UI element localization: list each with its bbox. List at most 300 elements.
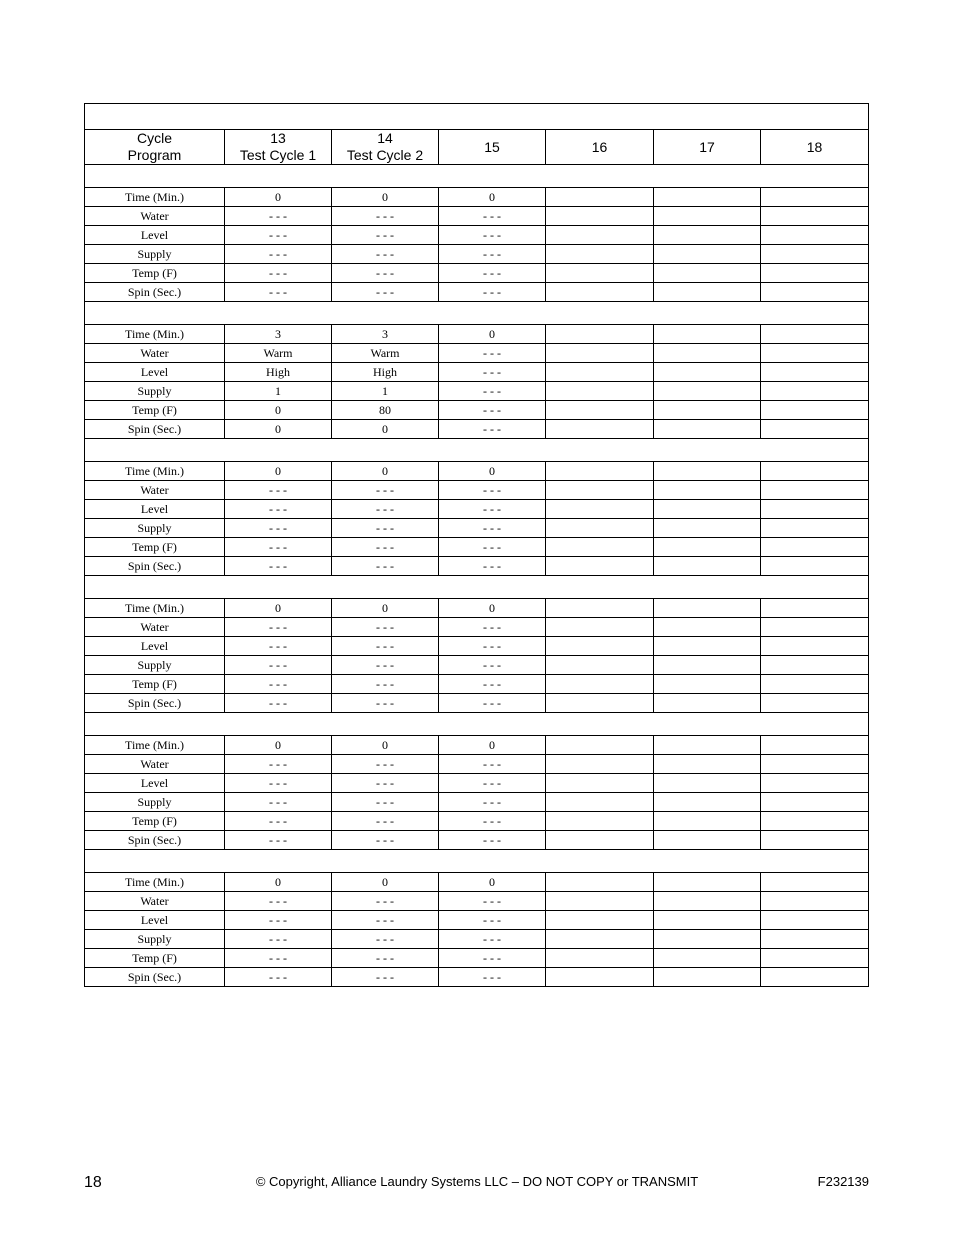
table-row (85, 264, 869, 283)
row-label: Time (Min.) (85, 736, 225, 755)
row-value (761, 401, 869, 420)
row-label: Water (85, 207, 225, 226)
row-value: - - - (332, 774, 439, 793)
row-value (546, 892, 654, 911)
row-label: Spin (Sec.) (85, 420, 225, 439)
row-value (654, 557, 761, 576)
row-value: - - - (225, 264, 332, 283)
row-value (654, 363, 761, 382)
row-value (761, 245, 869, 264)
row-label: Time (Min.) (85, 188, 225, 207)
row-value: 3 (332, 325, 439, 344)
row-value (654, 831, 761, 850)
table-row (85, 344, 869, 363)
row-label: Temp (F) (85, 401, 225, 420)
row-value: - - - (439, 363, 546, 382)
row-value: 0 (439, 599, 546, 618)
row-value: 3 (225, 325, 332, 344)
row-value: - - - (439, 245, 546, 264)
row-value: - - - (225, 519, 332, 538)
row-label: Supply (85, 382, 225, 401)
table-row (85, 892, 869, 911)
table-header-row (85, 130, 869, 165)
table-row (85, 462, 869, 481)
row-value (546, 873, 654, 892)
row-value: - - - (439, 911, 546, 930)
table-row (85, 557, 869, 576)
row-value: - - - (439, 637, 546, 656)
row-value: - - - (439, 755, 546, 774)
row-value (546, 637, 654, 656)
row-label: Time (Min.) (85, 462, 225, 481)
table-row (85, 618, 869, 637)
table-row (85, 949, 869, 968)
row-value (761, 557, 869, 576)
row-value (654, 226, 761, 245)
row-value: - - - (225, 656, 332, 675)
row-value (546, 793, 654, 812)
header-line: Program (127, 147, 182, 163)
row-value (761, 226, 869, 245)
row-value (654, 325, 761, 344)
row-value: - - - (439, 831, 546, 850)
table-row (85, 245, 869, 264)
header-line: Cycle (136, 130, 172, 146)
row-value (654, 599, 761, 618)
row-value (761, 637, 869, 656)
row-value (654, 812, 761, 831)
row-value: 0 (439, 188, 546, 207)
table-row (85, 637, 869, 656)
table-row (85, 420, 869, 439)
row-value (761, 599, 869, 618)
row-value: - - - (225, 831, 332, 850)
row-value (654, 207, 761, 226)
row-value: 0 (332, 420, 439, 439)
row-label: Water (85, 344, 225, 363)
row-value: - - - (439, 382, 546, 401)
row-value (654, 264, 761, 283)
row-value: 0 (332, 873, 439, 892)
table-row (85, 599, 869, 618)
row-value (654, 344, 761, 363)
row-value (546, 831, 654, 850)
row-label: Supply (85, 656, 225, 675)
row-value: - - - (439, 264, 546, 283)
row-value: - - - (332, 264, 439, 283)
row-value: - - - (225, 245, 332, 264)
row-value: - - - (439, 420, 546, 439)
row-value: - - - (439, 812, 546, 831)
header-line: 18 (806, 138, 823, 155)
row-label: Temp (F) (85, 675, 225, 694)
row-value: 0 (225, 462, 332, 481)
row-value: Warm (225, 344, 332, 363)
row-value: - - - (439, 500, 546, 519)
row-value: - - - (332, 793, 439, 812)
header-column-0 (225, 130, 332, 165)
row-value: - - - (225, 930, 332, 949)
row-value: - - - (332, 694, 439, 713)
row-value (761, 325, 869, 344)
row-value: - - - (225, 892, 332, 911)
row-value: - - - (225, 557, 332, 576)
row-label: Supply (85, 793, 225, 812)
row-label: Time (Min.) (85, 873, 225, 892)
row-value: - - - (439, 481, 546, 500)
row-value (761, 538, 869, 557)
row-value: - - - (332, 519, 439, 538)
row-label: Level (85, 226, 225, 245)
row-value (654, 675, 761, 694)
section-header-row (85, 302, 869, 325)
table-row (85, 793, 869, 812)
row-value (546, 968, 654, 987)
table-title-row (85, 104, 869, 130)
row-value (761, 618, 869, 637)
row-value: - - - (332, 245, 439, 264)
row-label: Supply (85, 519, 225, 538)
row-value: - - - (225, 968, 332, 987)
row-value (761, 344, 869, 363)
row-value (654, 420, 761, 439)
row-value: High (225, 363, 332, 382)
row-value: 0 (439, 462, 546, 481)
row-value (654, 382, 761, 401)
row-value (761, 812, 869, 831)
row-value (546, 344, 654, 363)
row-value: - - - (332, 500, 439, 519)
row-value (546, 481, 654, 500)
row-value (761, 873, 869, 892)
row-value (761, 481, 869, 500)
row-label: Spin (Sec.) (85, 557, 225, 576)
table-row (85, 755, 869, 774)
header-line: 16 (591, 138, 608, 155)
row-value: - - - (225, 755, 332, 774)
row-value (761, 264, 869, 283)
row-value: - - - (439, 968, 546, 987)
row-value (654, 500, 761, 519)
row-value (546, 226, 654, 245)
row-value (761, 930, 869, 949)
section-header-row (85, 165, 869, 188)
header-cycle-program (85, 130, 225, 165)
row-value: - - - (439, 207, 546, 226)
row-value (654, 793, 761, 812)
section-header-row (85, 850, 869, 873)
row-label: Level (85, 774, 225, 793)
row-value (761, 694, 869, 713)
row-value (546, 599, 654, 618)
row-value (761, 519, 869, 538)
header-line: Test Cycle 2 (346, 147, 424, 163)
row-value (761, 911, 869, 930)
row-value (761, 755, 869, 774)
section-header-cell (85, 713, 869, 736)
row-label: Water (85, 618, 225, 637)
table-row (85, 207, 869, 226)
table-row (85, 401, 869, 420)
row-value: - - - (225, 637, 332, 656)
header-column-4 (654, 130, 761, 165)
row-value: - - - (225, 207, 332, 226)
row-value (761, 420, 869, 439)
row-label: Spin (Sec.) (85, 283, 225, 302)
row-value: - - - (332, 892, 439, 911)
row-value: - - - (439, 618, 546, 637)
row-value: - - - (332, 207, 439, 226)
row-value: 0 (225, 599, 332, 618)
row-value: - - - (225, 226, 332, 245)
header-line: Test Cycle 1 (239, 147, 317, 163)
row-value: - - - (332, 812, 439, 831)
row-value: - - - (225, 911, 332, 930)
row-label: Supply (85, 930, 225, 949)
row-value: - - - (439, 557, 546, 576)
row-value (546, 538, 654, 557)
row-value: - - - (332, 557, 439, 576)
row-value (546, 401, 654, 420)
row-value: 0 (225, 873, 332, 892)
row-value (654, 774, 761, 793)
row-label: Water (85, 892, 225, 911)
row-label: Level (85, 363, 225, 382)
row-value (546, 694, 654, 713)
row-value (654, 892, 761, 911)
table-row (85, 968, 869, 987)
row-value: High (332, 363, 439, 382)
row-value (546, 363, 654, 382)
row-value (761, 207, 869, 226)
row-value: - - - (332, 656, 439, 675)
row-value (654, 873, 761, 892)
row-value: - - - (225, 793, 332, 812)
row-value (654, 694, 761, 713)
row-value (761, 363, 869, 382)
copyright-notice: © Copyright, Alliance Laundry Systems LLC – DO NOT COPY or TRANSMIT (255, 1174, 699, 1189)
row-value: - - - (332, 226, 439, 245)
row-value: 0 (332, 462, 439, 481)
row-value (654, 968, 761, 987)
row-value: - - - (332, 949, 439, 968)
table-row (85, 774, 869, 793)
row-value: 0 (225, 188, 332, 207)
row-value: - - - (439, 675, 546, 694)
header-column-3 (546, 130, 654, 165)
document-code: F232139 (817, 1174, 869, 1189)
table-row (85, 382, 869, 401)
row-value (761, 382, 869, 401)
row-value: - - - (332, 911, 439, 930)
table-title-cell (85, 104, 869, 130)
row-value: - - - (439, 694, 546, 713)
row-value (654, 245, 761, 264)
table-row (85, 538, 869, 557)
table-row (85, 911, 869, 930)
row-value (761, 831, 869, 850)
row-value (761, 774, 869, 793)
row-value: - - - (332, 930, 439, 949)
table-row (85, 656, 869, 675)
table-row (85, 481, 869, 500)
row-value: - - - (332, 968, 439, 987)
row-value: 0 (439, 873, 546, 892)
row-value (546, 283, 654, 302)
row-value (546, 774, 654, 793)
row-value: - - - (439, 656, 546, 675)
header-column-2 (439, 130, 546, 165)
row-value (761, 793, 869, 812)
row-value (546, 519, 654, 538)
row-value (546, 930, 654, 949)
row-value (761, 656, 869, 675)
section-header-cell (85, 850, 869, 873)
row-value (546, 500, 654, 519)
row-value (546, 264, 654, 283)
row-value (654, 519, 761, 538)
row-value: - - - (439, 538, 546, 557)
row-value: - - - (439, 401, 546, 420)
row-value: 0 (332, 599, 439, 618)
row-value: - - - (332, 538, 439, 557)
table-row (85, 930, 869, 949)
section-header-row (85, 576, 869, 599)
table-row (85, 500, 869, 519)
row-value (546, 325, 654, 344)
row-value (654, 481, 761, 500)
row-value (761, 968, 869, 987)
row-value (546, 755, 654, 774)
row-value (654, 949, 761, 968)
row-value (654, 618, 761, 637)
header-line: 14 (377, 130, 393, 146)
table-row (85, 519, 869, 538)
row-label: Time (Min.) (85, 599, 225, 618)
row-value: - - - (332, 618, 439, 637)
row-label: Time (Min.) (85, 325, 225, 344)
row-value: 0 (225, 420, 332, 439)
row-value: - - - (332, 755, 439, 774)
row-value: - - - (225, 500, 332, 519)
row-value (546, 675, 654, 694)
header-column-1 (332, 130, 439, 165)
row-value (761, 675, 869, 694)
table-row (85, 226, 869, 245)
row-value (546, 911, 654, 930)
row-value: - - - (439, 949, 546, 968)
row-value (654, 736, 761, 755)
row-value: - - - (225, 812, 332, 831)
row-label: Level (85, 637, 225, 656)
row-value (546, 557, 654, 576)
row-value: - - - (439, 226, 546, 245)
row-value (546, 812, 654, 831)
row-value: 0 (225, 736, 332, 755)
row-value (546, 462, 654, 481)
row-value: - - - (225, 481, 332, 500)
row-value: 1 (225, 382, 332, 401)
row-value (761, 462, 869, 481)
section-header-cell (85, 165, 869, 188)
row-value (761, 892, 869, 911)
row-value (761, 283, 869, 302)
section-header-cell (85, 302, 869, 325)
section-header-row (85, 439, 869, 462)
row-value (654, 538, 761, 557)
row-value: 0 (332, 736, 439, 755)
row-value: - - - (225, 774, 332, 793)
row-value: Warm (332, 344, 439, 363)
row-value (654, 283, 761, 302)
row-value: - - - (439, 892, 546, 911)
row-value (654, 462, 761, 481)
row-value: - - - (332, 831, 439, 850)
row-label: Spin (Sec.) (85, 694, 225, 713)
row-value: 0 (439, 325, 546, 344)
row-value (654, 637, 761, 656)
row-value (761, 949, 869, 968)
row-value (654, 188, 761, 207)
row-value: - - - (225, 694, 332, 713)
row-value: - - - (439, 344, 546, 363)
row-label: Level (85, 500, 225, 519)
table-row (85, 283, 869, 302)
row-value: - - - (225, 618, 332, 637)
row-value: 0 (225, 401, 332, 420)
row-value: 0 (439, 736, 546, 755)
row-label: Spin (Sec.) (85, 831, 225, 850)
section-header-row (85, 713, 869, 736)
row-value: - - - (439, 519, 546, 538)
row-label: Temp (F) (85, 538, 225, 557)
row-value (546, 656, 654, 675)
row-value (654, 401, 761, 420)
row-value: - - - (439, 283, 546, 302)
row-value: - - - (332, 283, 439, 302)
row-value: - - - (332, 675, 439, 694)
row-label: Temp (F) (85, 264, 225, 283)
row-value (761, 188, 869, 207)
row-value (546, 949, 654, 968)
row-value (761, 736, 869, 755)
table-row (85, 325, 869, 344)
row-label: Supply (85, 245, 225, 264)
row-value: - - - (439, 793, 546, 812)
row-label: Spin (Sec.) (85, 968, 225, 987)
cycle-program-table (84, 103, 869, 987)
row-value: - - - (332, 637, 439, 656)
header-line: 15 (484, 138, 500, 155)
row-value: 0 (332, 188, 439, 207)
table-row (85, 675, 869, 694)
row-value: 1 (332, 382, 439, 401)
table-row (85, 736, 869, 755)
row-value (654, 930, 761, 949)
row-value: - - - (439, 774, 546, 793)
row-label: Temp (F) (85, 812, 225, 831)
row-value: - - - (439, 930, 546, 949)
table-row (85, 873, 869, 892)
table-row (85, 831, 869, 850)
row-value: - - - (225, 538, 332, 557)
page-number: 18 (84, 1174, 102, 1191)
header-line: 17 (699, 138, 715, 155)
row-value (654, 911, 761, 930)
row-value (546, 207, 654, 226)
table-row (85, 363, 869, 382)
section-header-cell (85, 439, 869, 462)
